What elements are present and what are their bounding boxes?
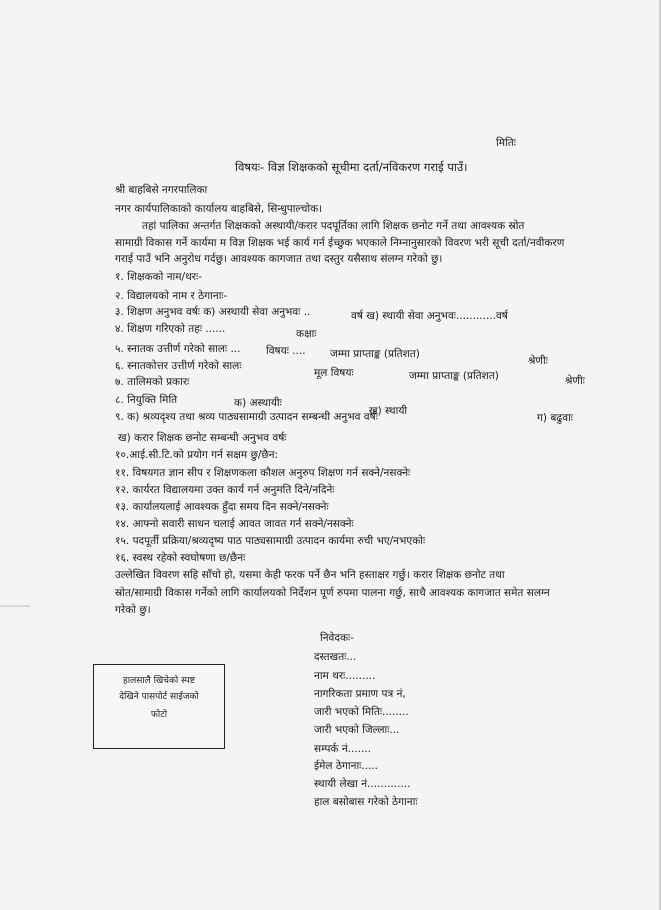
applicant-email: ईमेल ठेगानाः..... (314, 760, 378, 772)
applicant-issue-date: जारी भएको मितिः........ (314, 706, 409, 718)
photo-box-line-3: फोटो (150, 710, 168, 720)
field-interest: १५. पदपूर्ती प्रक्रिया/श्रव्यदृष्य पाठ पाठ्यसामाग्री उत्पादन कार्यमा रुची भए/नभएकोः (115, 535, 426, 547)
declaration-line-1: उल्लेखित विवरण सहि साँचो हो, यसमा केही फरक पर्ने छैन भनि हस्ताक्षर गर्छु। करार शिक्षक छनोट तथा (115, 569, 505, 581)
field-time-availability: १३. कार्यालयलाई आवश्यक हुँदा समय दिन सक्ने/नसक्नेः (115, 501, 329, 513)
body-line-2: सामाग्री विकास गर्ने कार्यमा म विज्ञ शिक्षक भई कार्य गर्न ईच्छुक भएकाले निम्नानुसारको विवरण भरी सूची दर्ता/नवीकरण (115, 237, 565, 249)
declaration-line-2: स्रोत/सामाग्री विकास गर्नेको लागि कार्यालयको निर्देशन पूर्ण रुपमा पालना गर्छु, साथै आवश्यक कागजात समेत सलग्न (115, 587, 550, 599)
declaration-line-3: गरेको छु। (115, 604, 151, 616)
field-school-name: २. विद्यालयको नाम र ठेगानाः- (115, 290, 228, 302)
applicant-name: नाम थरः......... (314, 670, 376, 682)
field-master-subject: मूल विषयः (314, 367, 354, 379)
date-label: मितिः (496, 137, 516, 149)
field-appointment-promotion: ग) बढुवाः (537, 412, 573, 424)
field-training-type: ७. तालिमको प्रकारः (115, 376, 190, 388)
photo-box-line-2: देखिने पासपोर्ट साईजको (119, 692, 199, 702)
subject-line: विषयः- विज्ञ शिक्षकको सूचीमा दर्ता/नविकरण गराई पाउँ। (235, 160, 468, 174)
recipient-line-1: श्री बाहबिसे नगरपालिका (115, 184, 208, 196)
field-bachelor-year: ५. स्नातक उत्तीर्ण गरेको सालः ... (115, 343, 241, 355)
photo-box-line-1: हालसालै खिचेको स्पष्ट (123, 676, 195, 686)
field-master-year: ६. स्नातकोत्तर उत्तीर्ण गरेको सालः (115, 360, 242, 372)
field-experience-temp: ३. शिक्षण अनुभव वर्षः क) अस्थायी सेवा अनुभवः .. (115, 306, 311, 318)
field-experience-perm: वर्ष ख) स्थायी सेवा अनुभवः............वर्ष (351, 310, 508, 322)
field-health: १६. स्वस्थ रहेको स्वघोषणा छ/छैनः (115, 552, 246, 564)
field-teaching-level: ४. शिक्षण गरिएको तहः ...... (115, 323, 226, 335)
applicant-heading: निवेदकः- (320, 632, 354, 644)
recipient-line-2: नगर कार्यपालिकाको कार्यालय बाहबिसे, सिन्धुपाल्चोक। (115, 203, 323, 215)
field-ict: १०.आई.सी.टि.को प्रयोग गर्न सक्षम छु/छैन: (115, 449, 279, 461)
field-master-percent: जम्मा प्राप्ताङ्क (प्रतिशत) (409, 370, 499, 382)
field-class: कक्षाः (296, 328, 317, 340)
scan-mark (0, 605, 30, 607)
field-teaching-skill: ११. विषयगत ज्ञान सीप र शिक्षणकला कौशल अनुरुप शिक्षण गर्न सक्ने/नसक्नेः (115, 467, 411, 479)
applicant-citizenship: नागरिकता प्रमाण पत्र नं, (314, 688, 406, 700)
field-contract-experience: ख) करार शिक्षक छनोट सम्बन्धी अनुभव वर्षः (118, 432, 287, 444)
field-appointment-perm: ख) स्थायी (369, 405, 408, 417)
applicant-pan: स्थायी लेखा नं............. (314, 778, 411, 790)
field-master-division: श्रेणीः (565, 375, 585, 387)
applicant-contact: सम्पर्क नं....... (314, 743, 372, 755)
applicant-signature: दस्तखतः... (314, 651, 357, 663)
field-teacher-name: १. शिक्षकको नाम/थरः- (115, 271, 202, 283)
field-bachelor-subject: विषयः .... (266, 345, 306, 357)
field-bachelor-percent: जम्मा प्राप्ताङ्क (प्रतिशत) (330, 348, 420, 360)
field-own-vehicle: १४. आफ्नो सवारी साधन चलाई आवत जावत गर्न सक्ने/नसक्नेः (115, 518, 354, 530)
field-appointment-temp: क) अस्थायीः (234, 397, 282, 409)
body-line-3: गराई पाउँ भनि अनुरोध गर्दछु। आवश्यक कागजात तथा दस्तुर यसैसाथ संलग्न गरेको छु। (115, 253, 443, 265)
field-av-experience: ९. क) श्रव्यदृश्य तथा श्रव्य पाठ्यसामाग्री उत्पादन सम्बन्धी अनुभव वर्षः (115, 411, 378, 423)
field-bachelor-division: श्रेणीः (528, 355, 548, 367)
field-appointment-date: ८. नियुक्ति मिति (115, 394, 178, 406)
applicant-issue-district: जारी भएको जिल्लाः... (314, 724, 400, 736)
body-line-1: तहां पालिका अन्तर्गत शिक्षकको अस्थायी/करार पदपूर्तिका लागि शिक्षक छनोट गर्ने तथा आवश्यक स्रोत (142, 220, 525, 232)
applicant-address: हाल बसोबास गरेको ठेगानाः (314, 796, 418, 808)
photo-box (93, 664, 225, 749)
field-school-permission: १२. कार्यरत विद्यालयमा उक्त कार्य गर्न अनुमति दिने/नदिनेः (115, 484, 335, 496)
